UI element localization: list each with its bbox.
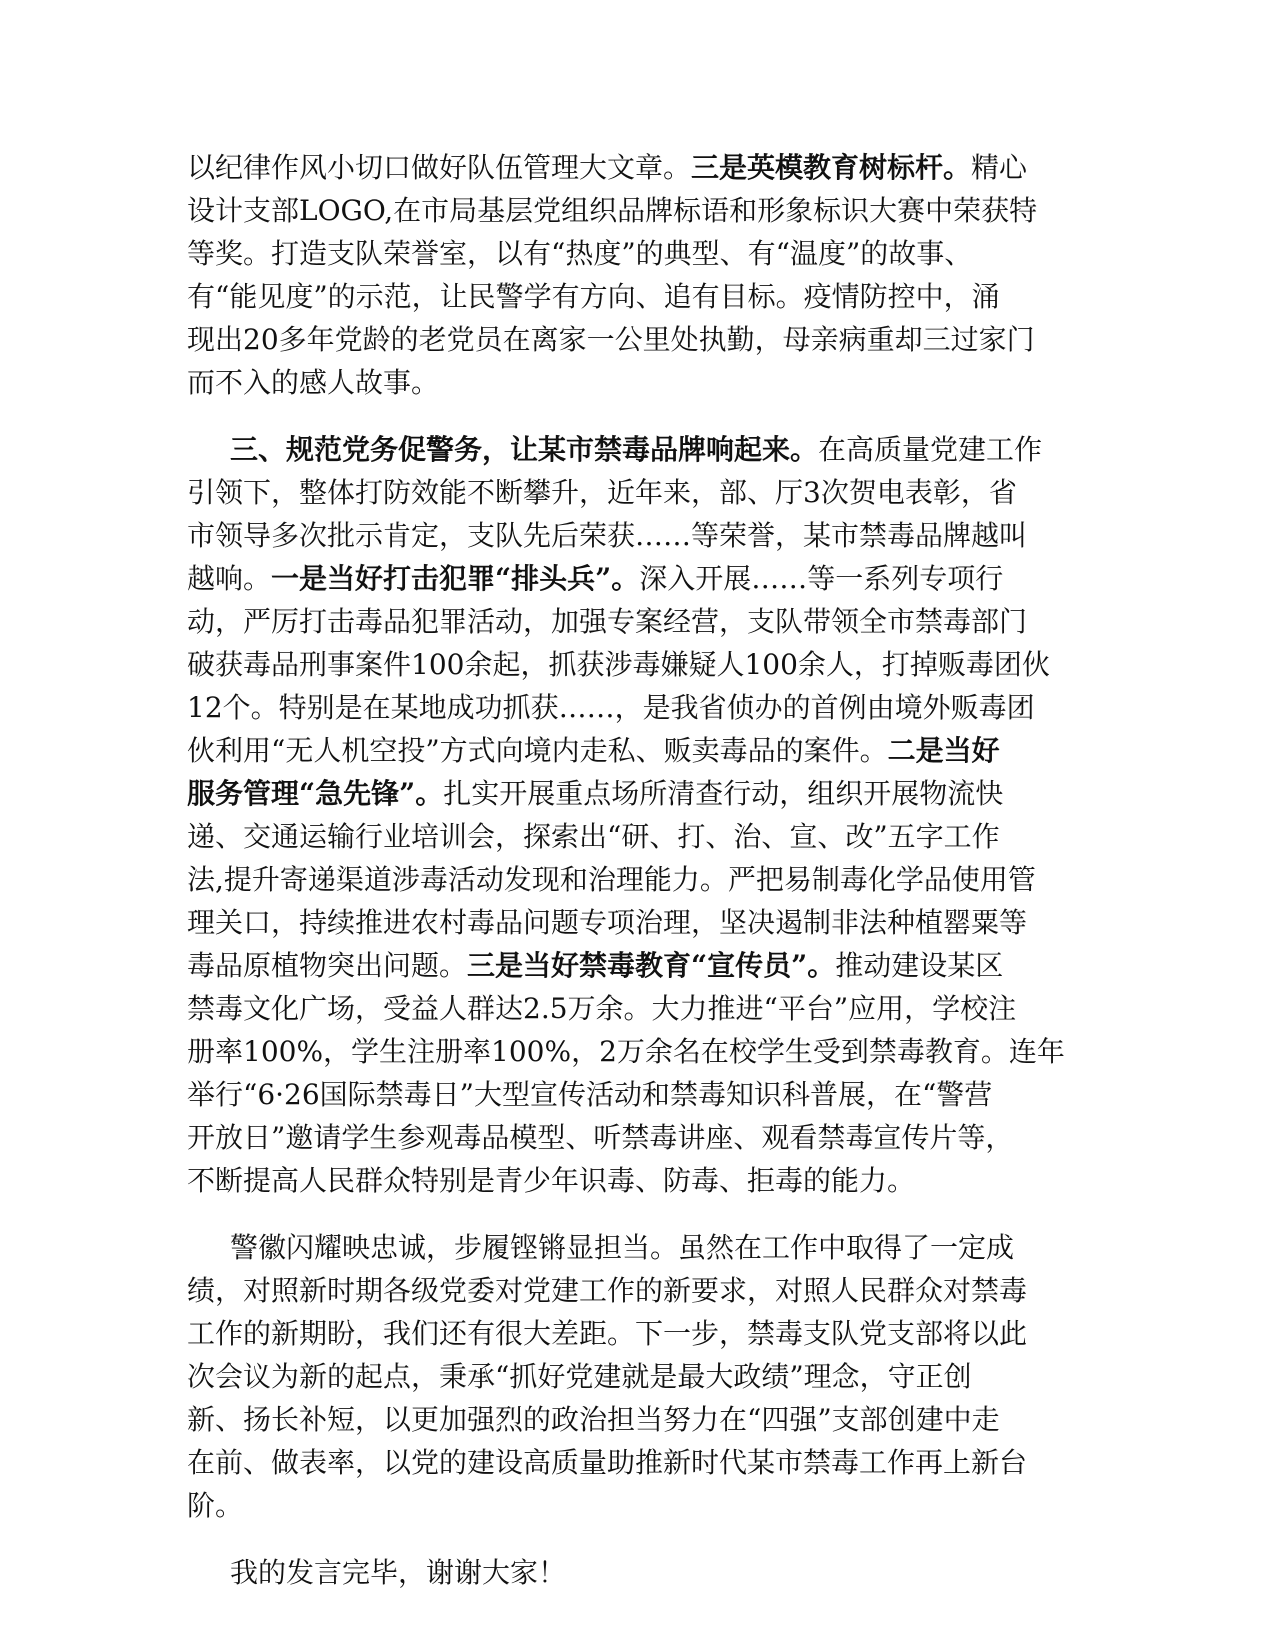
text-line: 法,提升寄递渠道涉毒活动发现和治理能力。严把易制毒化学品使用管 (187, 863, 1036, 896)
text-line: 现出20多年党龄的老党员在离家一公里处执勤，母亲病重却三过家门 (187, 323, 1035, 356)
text-line (187, 146, 1075, 189)
text-run: 扎实开展重点场所清查行动，组织开展物流快 (443, 777, 1004, 810)
paragraph-gap (187, 1527, 1075, 1551)
paragraph-1 (187, 146, 1075, 404)
text-run: 伙利用“无人机空投”方式向境内走私、贩卖毒品的案件。 (187, 734, 888, 767)
text-run: 在高质量党建工作 (818, 433, 1043, 466)
paragraph-4 (187, 1551, 1075, 1594)
text-run: 毒品原植物突出问题。 (187, 949, 468, 982)
section-heading: 三、规范党务促警务，让某市禁毒品牌响起来。 (230, 433, 819, 466)
text-line: 而不入的感人故事。 (187, 366, 440, 399)
text-line: 开放日”邀请学生参观毒品模型、听禁毒讲座、观看禁毒宣传片等， (187, 1121, 1014, 1154)
text-line: 次会议为新的起点，秉承“抓好党建就是最大政绩”理念，守正创 (187, 1360, 972, 1393)
text-run: 精心 (971, 151, 1028, 184)
text-line: 12个。特别是在某地成功抓获……，是我省侦办的首例由境外贩毒团 (187, 691, 1035, 724)
text-line: 册率100%，学生注册率100%，2万余名在校学生受到禁毒教育。连年 (187, 1035, 1065, 1068)
text-line: 举行“6·26国际禁毒日”大型宣传活动和禁毒知识科普展，在“警营 (187, 1078, 993, 1111)
bold-heading-run: 一是当好打击犯罪“排头兵”。 (271, 562, 640, 595)
paragraph-gap (187, 1202, 1075, 1226)
paragraph-3 (187, 1226, 1075, 1527)
text-line: 市领导多次批示肯定，支队先后荣获……等荣誉，某市禁毒品牌越叫 (187, 519, 1028, 552)
text-line: 禁毒文化广场，受益人群达2.5万余。大力推进“平台”应用，学校注 (187, 992, 1017, 1025)
text-line (187, 729, 1075, 772)
text-line: 绩，对照新时期各级党委对党建工作的新要求，对照人民群众对禁毒 (187, 1274, 1028, 1307)
paragraph-2 (187, 428, 1075, 1202)
text-line: 警徽闪耀映忠诚，步履铿锵显担当。虽然在工作中取得了一定成 (230, 1231, 1015, 1264)
text-line: 工作的新期盼，我们还有很大差距。下一步，禁毒支队党支部将以此 (187, 1317, 1028, 1350)
text-run: 推动建设某区 (835, 949, 1004, 982)
text-run: 越响。 (187, 562, 272, 595)
text-line: 动，严厉打击毒品犯罪活动，加强专案经营，支队带领全市禁毒部门 (187, 605, 1028, 638)
text-line: 在前、做表率，以党的建设高质量助推新时代某市禁毒工作再上新台 (187, 1446, 1028, 1479)
text-run: 深入开展……等一系列专项行 (639, 562, 1004, 595)
closing-line: 我的发言完毕，谢谢大家！ (230, 1556, 567, 1589)
text-line: 新、扬长补短，以更加强烈的政治担当努力在“四强”支部创建中走 (187, 1403, 1000, 1436)
text-line: 引领下，整体打防效能不断攀升，近年来，部、厅3次贺电表彰，省 (187, 476, 1017, 509)
text-line (187, 944, 1075, 987)
bold-heading-run: 二是当好 (887, 734, 1000, 767)
text-line (187, 772, 1075, 815)
text-line: 理关口，持续推进农村毒品问题专项治理，坚决遏制非法种植罂粟等 (187, 906, 1028, 939)
text-line: 不断提高人民群众特别是青少年识毒、防毒、拒毒的能力。 (187, 1164, 916, 1197)
text-line: 有“能见度”的示范，让民警学有方向、追有目标。疫情防控中，涌 (187, 280, 1000, 313)
text-run: 以纪律作风小切口做好队伍管理大文章。 (187, 151, 692, 184)
text-line: 设计支部LOGO,在市局基层党组织品牌标语和形象标识大赛中荣获特 (187, 194, 1038, 227)
bold-heading-run: 三是英模教育树标杆。 (691, 151, 972, 184)
document-body (187, 146, 1075, 1594)
bold-heading-run: 三是当好禁毒教育“宣传员”。 (467, 949, 836, 982)
text-line: 等奖。打造支队荣誉室，以有“热度”的典型、有“温度”的故事、 (187, 237, 973, 270)
text-line (187, 428, 1075, 471)
bold-heading-run: 服务管理“急先锋”。 (187, 777, 444, 810)
text-line: 递、交通运输行业培训会，探索出“研、打、治、宣、改”五字工作 (187, 820, 1000, 853)
text-line: 破获毒品刑事案件100余起，抓获涉毒嫌疑人100余人，打掉贩毒团伙 (187, 648, 1050, 681)
paragraph-gap (187, 404, 1075, 428)
text-line (187, 557, 1075, 600)
text-line: 阶。 (187, 1489, 244, 1522)
